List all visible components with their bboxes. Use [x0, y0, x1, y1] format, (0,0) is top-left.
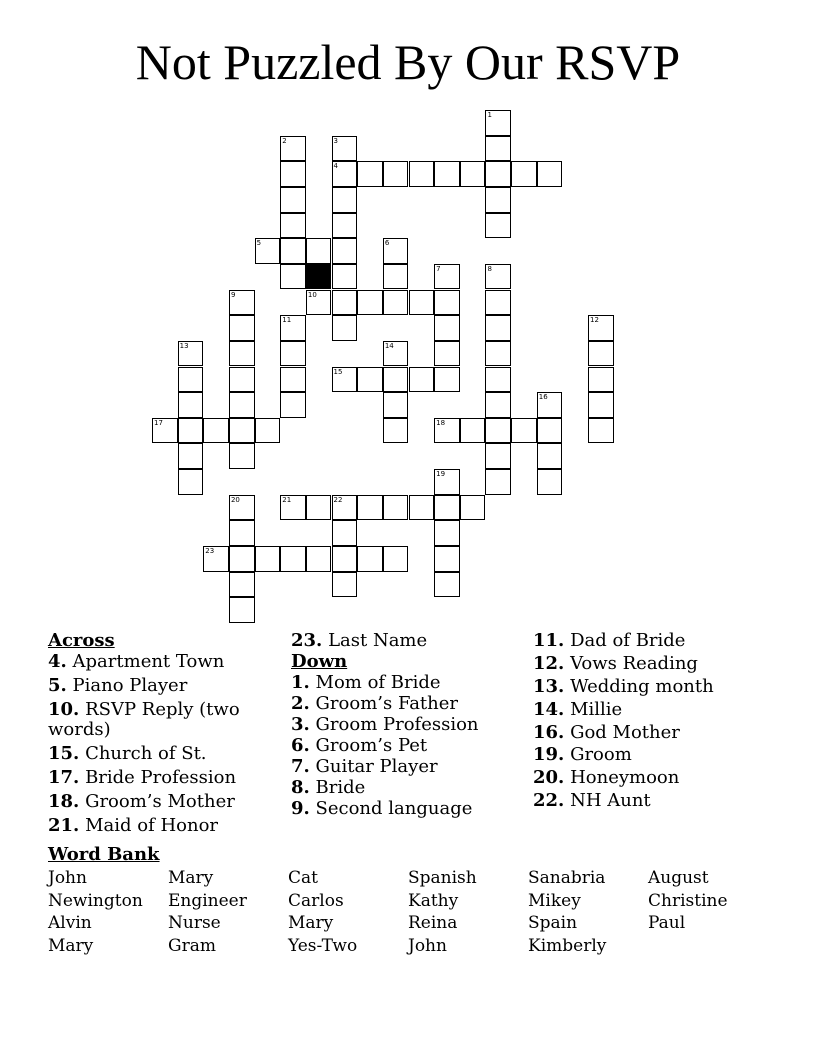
grid-cell[interactable]	[434, 495, 460, 521]
grid-cell[interactable]	[178, 392, 204, 418]
grid-cell[interactable]	[280, 161, 306, 187]
word-bank-word: Engineer	[168, 890, 247, 911]
grid-cell[interactable]	[203, 546, 229, 572]
word-bank-word: August	[648, 868, 709, 888]
clue-number: 2	[282, 136, 287, 145]
grid-cell[interactable]	[229, 572, 255, 598]
grid-cell[interactable]	[306, 238, 332, 264]
word-bank-heading: Word Bank	[48, 844, 160, 865]
grid-cell[interactable]	[511, 418, 537, 444]
grid-cell[interactable]	[485, 315, 511, 341]
word-bank-word: Nurse	[168, 913, 221, 934]
down-clue: 2. Groom’s Father	[291, 692, 459, 714]
grid-cell[interactable]	[280, 187, 306, 213]
grid-cell[interactable]	[280, 264, 306, 290]
clue-number: 23	[205, 547, 215, 556]
grid-cell[interactable]	[280, 341, 306, 367]
grid-cell[interactable]	[485, 110, 511, 136]
across-clue: 23. Last Name	[291, 630, 428, 651]
grid-cell[interactable]	[306, 495, 332, 521]
grid-cell[interactable]	[434, 572, 460, 598]
grid-cell[interactable]	[178, 367, 204, 393]
grid-cell[interactable]	[332, 290, 358, 316]
grid-cell[interactable]	[537, 469, 563, 495]
grid-cell[interactable]	[178, 418, 204, 444]
down-clue: 8. Bride	[291, 776, 366, 798]
grid-cell[interactable]	[229, 341, 255, 367]
word-bank-word: Reina	[408, 913, 458, 934]
black-square	[306, 264, 332, 290]
clue-number: 4	[333, 162, 339, 171]
grid-cell[interactable]	[332, 187, 358, 213]
across-clue: 21. Maid of Honor	[48, 815, 219, 836]
grid-cell[interactable]	[588, 315, 614, 341]
down-clue: 19. Groom	[533, 744, 632, 766]
grid-cell[interactable]	[485, 392, 511, 418]
grid-cell[interactable]	[178, 443, 204, 469]
word-bank-word: Christine	[648, 890, 728, 911]
word-bank-word: Spanish	[408, 868, 477, 888]
word-bank-word: John	[48, 868, 87, 888]
clue-number: 6	[384, 239, 390, 248]
grid-cell[interactable]	[409, 367, 435, 393]
down-clue: 9. Second language	[291, 797, 473, 819]
grid-cell[interactable]	[383, 264, 409, 290]
across-clue: 4. Apartment Town	[48, 650, 225, 672]
grid-cell[interactable]	[434, 161, 460, 187]
grid-cell[interactable]	[485, 264, 511, 290]
across-clue: 15. Church of St.	[48, 743, 207, 764]
grid-cell[interactable]	[306, 546, 332, 572]
grid-cell[interactable]	[332, 495, 358, 521]
grid-cell[interactable]	[383, 392, 409, 418]
clue-number: 7	[436, 264, 441, 273]
grid-cell[interactable]	[229, 443, 255, 469]
grid-cell[interactable]	[485, 136, 511, 162]
down-clue: 20. Honeymoon	[533, 767, 680, 789]
word-bank-word: Gram	[168, 935, 216, 956]
word-bank-word: Mary	[48, 935, 94, 956]
grid-cell[interactable]	[485, 161, 511, 187]
grid-cell[interactable]	[280, 367, 306, 393]
grid-cell[interactable]	[511, 161, 537, 187]
grid-cell[interactable]	[280, 213, 306, 239]
grid-cell[interactable]	[434, 264, 460, 290]
grid-cell[interactable]	[280, 392, 306, 418]
down-heading: Down	[291, 651, 348, 672]
grid-cell[interactable]	[383, 238, 409, 264]
grid-cell[interactable]	[409, 161, 435, 187]
clue-number: 9	[230, 290, 236, 299]
clue-number: 18	[436, 418, 446, 427]
puzzle-title: Not Puzzled By Our RSVP	[135, 34, 681, 90]
clue-column-1	[48, 631, 248, 840]
grid-cell[interactable]	[332, 546, 358, 572]
grid-cell[interactable]	[434, 520, 460, 546]
word-bank-word: Mary	[168, 868, 214, 888]
across-clue: 18. Groom’s Mother	[48, 791, 235, 812]
grid-cell[interactable]	[383, 546, 409, 572]
grid-cell[interactable]	[588, 392, 614, 418]
clue-number: 17	[154, 418, 163, 427]
down-clue: 11. Dad of Bride	[533, 630, 686, 651]
grid-cell[interactable]	[434, 315, 460, 341]
word-bank-word: John	[408, 935, 447, 956]
grid-cell[interactable]	[306, 290, 332, 316]
clue-number: 16	[538, 393, 548, 402]
clue-number: 15	[333, 367, 343, 376]
down-clue: 1. Mom of Bride	[291, 671, 441, 693]
grid-cell[interactable]	[332, 136, 358, 162]
down-clue: 22. NH Aunt	[533, 790, 651, 812]
grid-cell[interactable]	[255, 238, 281, 264]
across-clue: 17. Bride Profession	[48, 767, 237, 788]
word-bank-word: Newington	[48, 890, 143, 911]
grid-cell[interactable]	[178, 469, 204, 495]
across-heading: Across	[48, 630, 115, 651]
grid-cell[interactable]	[332, 264, 358, 290]
grid-cell[interactable]	[434, 341, 460, 367]
grid-cell[interactable]	[383, 418, 409, 444]
grid-cell[interactable]	[332, 315, 358, 341]
grid-cell[interactable]	[434, 469, 460, 495]
grid-cell[interactable]	[332, 213, 358, 239]
grid-cell[interactable]	[152, 418, 178, 444]
word-bank-word: Spain	[528, 913, 578, 934]
grid-cell[interactable]	[485, 290, 511, 316]
grid-cell[interactable]	[332, 520, 358, 546]
grid-cell[interactable]	[332, 367, 358, 393]
grid-cell[interactable]	[229, 315, 255, 341]
word-bank-word: Cat	[288, 868, 318, 888]
grid-cell[interactable]	[229, 290, 255, 316]
grid-cell[interactable]	[409, 495, 435, 521]
grid-cell[interactable]	[434, 290, 460, 316]
word-bank-word: Mary	[288, 913, 334, 934]
grid-cell[interactable]	[485, 187, 511, 213]
word-bank-word: Kathy	[408, 890, 459, 911]
grid-cell[interactable]	[409, 290, 435, 316]
word-bank-word: Kimberly	[528, 935, 607, 956]
grid-cell[interactable]	[537, 392, 563, 418]
clue-number: 5	[256, 239, 262, 248]
across-clue: 10. RSVP Reply (two words)	[48, 698, 240, 740]
grid-cell[interactable]	[434, 546, 460, 572]
grid-cell[interactable]	[357, 367, 383, 393]
grid-cell[interactable]	[229, 367, 255, 393]
grid-cell[interactable]	[485, 418, 511, 444]
clue-number: 10	[307, 290, 317, 299]
word-bank-word: Carlos	[288, 890, 344, 911]
clue-number: 19	[436, 470, 446, 479]
clue-number: 22	[333, 495, 343, 504]
grid-cell[interactable]	[434, 367, 460, 393]
grid-cell[interactable]	[357, 290, 383, 316]
grid-cell[interactable]	[280, 315, 306, 341]
down-clue: 13. Wedding month	[533, 675, 714, 697]
clue-column-2	[291, 631, 521, 820]
grid-cell[interactable]	[485, 443, 511, 469]
grid-cell[interactable]	[383, 341, 409, 367]
grid-cell[interactable]	[229, 418, 255, 444]
word-bank-word: Paul	[648, 913, 686, 934]
grid-cell[interactable]	[460, 418, 486, 444]
grid-cell[interactable]	[229, 597, 255, 623]
grid-cell[interactable]	[203, 418, 229, 444]
grid-cell[interactable]	[588, 341, 614, 367]
word-bank-word: Yes-Two	[288, 935, 358, 956]
clue-number: 1	[487, 111, 492, 119]
grid-cell[interactable]	[332, 572, 358, 598]
down-clue: 12. Vows Reading	[533, 652, 698, 674]
clue-number: 14	[384, 341, 394, 350]
grid-cell[interactable]	[357, 546, 383, 572]
grid-cell[interactable]	[229, 546, 255, 572]
grid-cell[interactable]	[537, 161, 563, 187]
grid-cell[interactable]	[178, 341, 204, 367]
down-clue: 7. Guitar Player	[291, 755, 438, 777]
grid-cell[interactable]	[229, 520, 255, 546]
grid-cell[interactable]	[383, 290, 409, 316]
grid-cell[interactable]	[460, 495, 486, 521]
grid-cell[interactable]	[229, 392, 255, 418]
grid-cell[interactable]	[588, 418, 614, 444]
word-bank-word: Alvin	[48, 913, 92, 934]
grid-cell[interactable]	[460, 161, 486, 187]
word-bank-word: Mikey	[528, 890, 581, 911]
clue-number: 12	[590, 316, 599, 325]
grid-cell[interactable]	[357, 161, 383, 187]
clue-number: 13	[179, 341, 189, 350]
grid-cell[interactable]	[280, 136, 306, 162]
grid-cell[interactable]	[537, 443, 563, 469]
grid-cell[interactable]	[588, 367, 614, 393]
clue-number: 8	[487, 264, 492, 273]
grid-cell[interactable]	[332, 161, 358, 187]
word-bank-word: Sanabria	[528, 868, 606, 888]
down-clue: 3. Groom Profession	[291, 713, 479, 735]
clue-number: 20	[230, 495, 240, 504]
grid-cell[interactable]	[280, 546, 306, 572]
grid-cell[interactable]	[280, 495, 306, 521]
clue-number: 11	[282, 316, 292, 325]
grid-cell[interactable]	[485, 213, 511, 239]
grid-cell[interactable]	[255, 546, 281, 572]
grid-cell[interactable]	[229, 495, 255, 521]
grid-cell[interactable]	[485, 469, 511, 495]
grid-cell[interactable]	[383, 367, 409, 393]
grid-cell[interactable]	[485, 341, 511, 367]
grid-cell[interactable]	[383, 495, 409, 521]
grid-cell[interactable]	[255, 418, 281, 444]
grid-cell[interactable]	[357, 495, 383, 521]
down-clue: 16. God Mother	[533, 721, 680, 743]
clue-column-3	[533, 631, 773, 814]
grid-cell[interactable]	[434, 418, 460, 444]
clue-number: 21	[282, 495, 292, 504]
across-clue: 5. Piano Player	[48, 674, 188, 696]
grid-cell[interactable]	[485, 367, 511, 393]
down-clue: 14. Millie	[533, 698, 623, 720]
down-clue: 6. Groom’s Pet	[291, 734, 428, 756]
grid-cell[interactable]	[280, 238, 306, 264]
grid-cell[interactable]	[332, 238, 358, 264]
clue-number: 3	[333, 136, 339, 145]
grid-cell[interactable]	[383, 161, 409, 187]
grid-cell[interactable]	[537, 418, 563, 444]
